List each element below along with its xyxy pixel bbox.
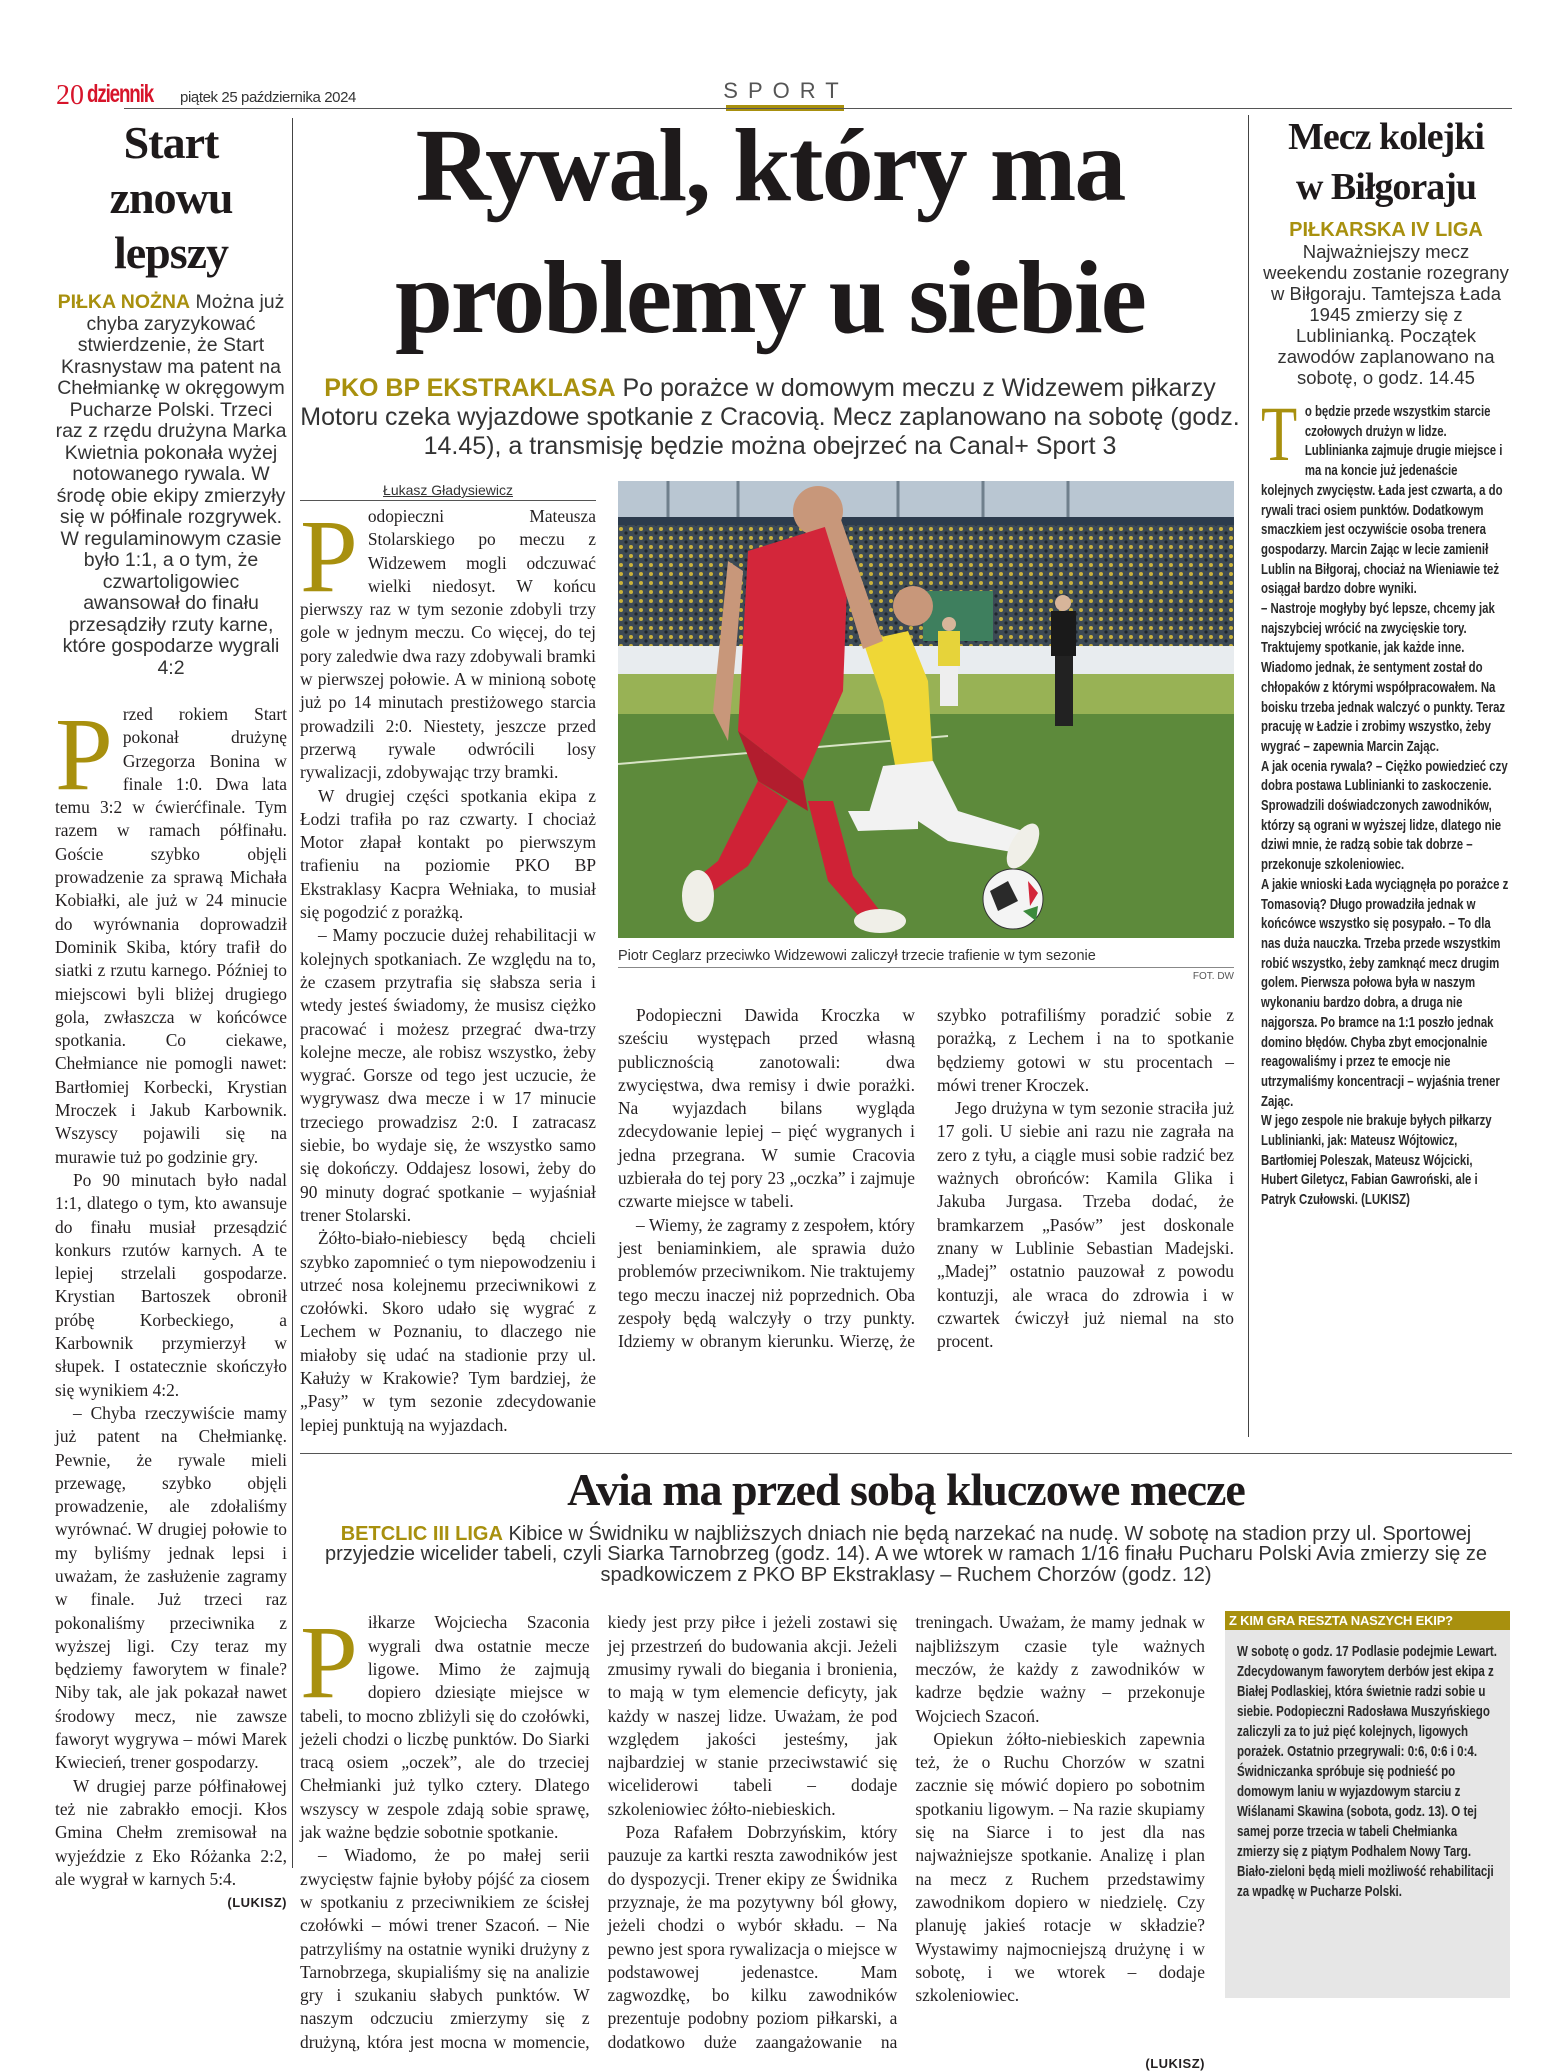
left-article-body xyxy=(55,697,287,1891)
paragraph: Podopieczni Mateusza Stolarskiego po meczu z Widzewem mogli odczuwać wielki niedosyt. W końcu pierwszy raz w tym sezonie zdobyli trzy gole w jednym meczu. Co więcej, do tej pory zaledwie dwa razy zdobywali bramki w pierwszej połowie. A w minioną sobotę już po 14 minutach prestiżowego starcia prowadzili 2:0. Niestety, jeszcze przed przerwą rywale odwrócili losy rywalizacji, zdobywając trzy bramki. xyxy=(300,499,597,783)
author-signature: (LUKISZ) xyxy=(1145,2056,1205,2071)
main-article-columns xyxy=(300,481,1240,1437)
author-signature: (LUKISZ) xyxy=(1361,1191,1410,1209)
sidebar-title: Z KIM GRA RESZTA NASZYCH EKIP? xyxy=(1225,1611,1510,1630)
upper-row xyxy=(300,100,1512,1437)
title-line: w Biłgoraju xyxy=(1295,166,1477,208)
match-photo xyxy=(618,481,1234,938)
title-line: lepszy xyxy=(113,227,229,278)
sidebar-text: W sobotę o godz. 17 Podlasie podejmie Lewart. Zdecydowanym faworytem derbów jest ekipa z Białej Podlaskiej, która świetnie radzi sobie u siebie. Podopieczni Radosława Muszyńskiego zaliczyli za to już pięć kolejnych, ligowych porażek. Ostatnio przegrywali: 0:6, 0:6 i 0:4. Świdniczanka spróbuje się podnieść po domowym laniu w wyjazdowym starciu z Wiślanami Skawina (sobota, godz. 13). O tej samej porze trzecia w tabeli Chełmianka zmierzy się z piątym Podhalem Nowy Targ. Biało-zieloni będą mieli możliwość rehabilitacji za wpadkę w Pucharze Polski. xyxy=(1237,1643,1497,1901)
category-kicker: PIŁKARSKA IV LIGA xyxy=(1289,219,1483,241)
paragraph: Przed rokiem Start pokonał drużynę Grzegorza Bonina w finale 1:0. Dwa lata temu 3:2 w ćwierćfinale. Tym razem w ramach półfinału. Goście szybko objęli prowadzenie za sprawą Michała Kobiałki, ale już w 24 minucie do wyrównania doprowadził Dominik Skiba, który trafił do siatki z rzutu karnego. Później to miejscowi byli bliżej drugiego gola, zwłaszcza w końcówce spotkania. Co ciekawe, Chełmiance nie pomogli nawet: Bartłomiej Korbecki, Krystian Mroczek i Jakub Karbownik. Wszyscy pojawili się na murawie tuż po godzinie gry. xyxy=(55,697,287,1167)
author-signature: (LUKISZ) xyxy=(227,1895,287,1911)
paragraph: Po 90 minutach było nadal 1:1, dlatego o tym, kto awansuje do finału musiał przesądzić konkurs rzutów karnych. A te lepiej strzelali gospodarze. Krystian Bartoszek obronił próbę Korbeckiego, a Karbownik przymierzył w słupek. I ostatecznie skończyło się wynikiem 4:2. xyxy=(55,1169,287,1400)
author-byline: Łukasz Gładysiewicz xyxy=(300,481,596,501)
right-article-lead xyxy=(1261,220,1511,388)
paragraph: W jego zespole nie brakuje byłych piłkarzy Lublinianki, jak: Mateusz Wójtowicz, Bartłomiej Poleszak, Mateusz Wójcicki, Hubert Giletycz, Fabian Gawroński, ale i Patryk Czułowski. xyxy=(1261,1112,1492,1209)
page-number: 20 xyxy=(56,80,84,111)
brand-logo: dziennik xyxy=(87,80,154,108)
lead-text: Można już chyba zaryzykować stwierdzenie, że Start Krasnystaw ma patent na Chełmiankę w okręgowym Pucharze Polski. Trzeci raz z rzędu drużyna Marka Kwietnia pokonała wyżej notowanego rywala. W środę obie ekipy zmierzyły się w półfinale rozgrywek. W regulaminowym czasie było 1:1, a o tym, że czwartoligowiec awansował do finału przesądziły rzuty karne, które gospodarze wygrali 4:2 xyxy=(55,291,287,679)
paragraph: W drugiej parze półfinałowej też nie zabrakło emocji. Kłos Gmina Chełm zremisował na wyjeździe z Eko Różanka 2:2, ale wygrał w karnych 5:4. xyxy=(55,1775,287,1889)
left-article xyxy=(55,115,287,1910)
bottom-article-row xyxy=(300,1605,1512,2071)
paragraph: A jak ocenia rywala? – Ciężko powiedzieć czy dobra postawa Lublinianki to zaskoczenie. Sprowadzili doświadczonych zawodników, którzy są ograni w wyższej lidze, dlatego nie dziwi mnie, że radzą sobie tak dobrze – przekonuje szkoleniowiec. xyxy=(1261,757,1508,874)
left-article-lead xyxy=(55,292,287,679)
main-article-col1 xyxy=(300,481,596,1437)
paragraph: – Mamy poczucie dużej rehabilitacji w kolejnych spotkaniach. Ze względu na to, że czasem przytrafia się słabsza seria i wtedy jesteś świadomy, że musisz ciężko pracować i możesz przegrać dwa-trzy kolejne mecze, ale robisz wszystko, żeby wygrać. Gorsze od tego jest uczucie, że wygrywasz dwa mecze i w 17 minucie trzeciego prowadzisz 2:0. I zatracasz siebie, bo wydaje się, że wszystko samo się dokończy. Oddajesz losowi, żeby do 90 minuty dograć spotkanie – wyjaśniał trener Stolarski. xyxy=(300,925,596,1225)
main-article-lead xyxy=(300,374,1240,461)
paragraph: Żółto-biało-niebiescy będą chcieli szybko zapomnieć o tym niepowodzeniu i utrzeć nosa kolejnemu przeciwnikowi z czołówki. Skoro udało się wygrać z Lechem w Poznaniu, to dlaczego nie miałoby się udać na stadionie przy ul. Kałuży w Krakowie? Tym bardziej, że „Pasy” w tym sezonie zdecydowanie lepiej punktują na wyjazdach. xyxy=(300,1228,596,1435)
paragraph: Podopieczni Dawida Kroczka w sześciu występach przed własną publicznością zanotowali: dwa zwycięstwa, dwa remisy i dwie porażki. Na wyjazdach bilans wygląda zdecydowanie lepiej – pięć wygranych i jedna przegrana. W sumie Cracovia uzbierała do tej pory 23 „oczka” i zajmuje czwarte miejsce w tabeli. xyxy=(618,1005,915,1212)
right-article-body xyxy=(1261,390,1511,1210)
paragraph: – Wiemy, że zagramy z zespołem, który jest beniaminkiem, ale sprawia dużo problemów przeciwnikom. Nie traktujemy tego meczu inaczej niż poprzednich. Oba zespoły będą walczyły o trzy punkty. Idziemy w obranym kierunku. Wierzę, że szybko potrafiliśmy poradzić sobie z porażką, z Lechem i na to spotkanie będziemy gotowi w stu procentach – mówi trener Kroczek. xyxy=(618,1005,1234,1352)
main-flow xyxy=(300,100,1512,2071)
column-divider xyxy=(1248,115,1249,1437)
paragraph: – Nastroje mogłyby być lepsze, chcemy jak najszybciej wrócić na zwycięskie tory. Traktujemy spotkanie, jak każde inne. Wiadomo jednak, że sentyment został do chłopaków z którymi współpracowałem. Na boisku trzeba jednak walczyć o punkty. Teraz pracuję w Ładzie i zrobimy wszystko, żeby wygrać – zapewnia Marcin Zając. xyxy=(1261,600,1506,755)
left-article-title xyxy=(55,115,287,280)
paragraph: Opiekun żółto-niebieskich zapewnia też, że o Ruchu Chorzów w szatni zacznie się mówić dopiero po sobotnim spotkaniu ligowym. – Na razie skupiamy się na Siarce i to jest dla nas najważniejsze spotkanie. Analizę i plan na mecz z Ruchem przedstawimy zawodnikom dopiero w niedzielę. Czy planuję jakieś rotacje w składzie? Wystawimy najmocniejszą drużynę i w sobotę, i we wtorek – dodaje szkoleniowiec. xyxy=(915,1728,1205,2006)
main-article-media xyxy=(618,481,1234,1353)
lead-text: Najważniejszy mecz weekendu zostanie rozegrany w Biłgoraju. Tamtejsza Łada 1945 zmierzy się z Lublinianką. Początek zawodów zaplanowano na sobotę, o godz. 14.45 xyxy=(1263,241,1509,388)
section-rule xyxy=(300,1453,1512,1454)
bottom-article-title: Avia ma przed sobą kluczowe mecze xyxy=(567,1463,1245,1515)
sidebar-box xyxy=(1225,1611,1510,1998)
bottom-article-lead xyxy=(310,1524,1502,1586)
paragraph: A jakie wnioski Łada wyciągnęła po porażce z Tomasovią? Długo prowadziła jednak w końcówce wszystko się posypało. – To dla nas duża nauczka. Trzeba przede wszystkim robić wszystko, żeby zamknąć mecz drugim golem. Pierwsza połowa była w naszym wykonaniu bardzo dobra, a druga nie najgorsza. Po bramce na 1:1 poszło jednak domino błędów. Chyba zbyt emocjonalnie reagowaliśmy i przez te emocje nie utrzymaliśmy koncentracji – wyjaśnia trener Zając. xyxy=(1261,875,1509,1110)
photo-caption: Piotr Ceglarz przeciwko Widzewowi zaliczył trzecie trafienie w tym sezonie xyxy=(618,948,1234,968)
category-kicker: BETCLIC III LIGA xyxy=(340,1522,503,1545)
title-line: Rywal, który ma xyxy=(415,108,1125,223)
category-kicker: PIŁKA NOŻNA xyxy=(57,291,191,313)
football-tackle-image xyxy=(618,481,1234,938)
lead-text: Kibice w Świdniku w najbliższych dniach nie będą narzekać na nudę. W sobotę na stadion przy ul. Sportowej przyjedzie wicelider tabeli, czyli Siarka Tarnobrzeg (godz. 14). A we wtorek w ramach 1/16 finału Pucharu Polski Avia zmierzy się ze spadkowiczem z PKO BP Ekstraklasy – Ruchem Chorzów (godz. 12) xyxy=(324,1522,1487,1586)
paragraph: To będzie przede wszystkim starcie czołowych drużyn w lidze. Lublinianka zajmuje drugie miejsce i ma na koncie już jedenaście kolejnych zwycięstw. Łada jest czwarta, a do rywali traci osiem punktów. Dodatkowym smaczkiem jest oczywiście osoba trenera gospodarzy. Marcin Zając w lecie zamienił Lublin na Biłgoraj, chociaż na Wieniawie też osiągał bardzo dobre wyniki. xyxy=(1261,390,1503,598)
paragraph: Poza Rafałem Dobrzyńskim, który pauzuje za kartki reszta zawodników jest do dyspozycji. Trener ekipy ze Świdnika przyznaje, że ma pozytywny ból głowy, jeżeli chodzi o wybór składu. – Na pewno jest spora rywalizacja o miejsce w podstawowej jedenastce. Mam zagwozdkę, bo kilku zawodników prezentuje podobny poziom piłkarski, a dodatkowo duże zaangażowanie na treningach. Uważam, że mamy jednak w najbliższym czasie tyle ważnych meczów, że każdy z zawodników w kadrze będzie ważny – przekonuje Wojciech Szacoń. xyxy=(607,1612,1205,2052)
title-line: znowu xyxy=(109,172,233,223)
category-kicker: PKO BP EKSTRAKLASA xyxy=(324,374,616,402)
section-label: SPORT xyxy=(723,78,849,103)
right-article xyxy=(1261,112,1511,1437)
right-article-title xyxy=(1261,112,1511,212)
lead-text: Po porażce w domowym meczu z Widzewem piłkarzy Motoru czeka wyjazdowe spotkanie z Cracovią. Mecz zaplanowano na sobotę (godz. 14.45), a transmisję będzie można obejrzeć na Canal+ Sport 3 xyxy=(300,374,1240,460)
paragraph: Jego drużyna w tym sezonie straciła już 17 goli. U siebie ani razu nie zagrała na zero z tyłu, a ciągle musi sobie radzić bez ważnych obrońców: Kamila Glika i Jakuba Jurgasa. Trzeba dodać, że bramkarzem „Pasów” jest doskonale znany w Lublinie Sebastian Madejski. „Madej” ostatnio pauzował z powodu kontuzji, ale wraca do zdrowia i w czwartek ćwiczył już niemal na sto procent. xyxy=(937,1098,1234,1352)
bottom-article-body xyxy=(300,1605,1205,2054)
photo-credit: FOT. DW xyxy=(1192,971,1234,982)
paragraph: – Chyba rzeczywiście mamy już patent na Chełmiankę. Pewnie, że rywale mieli przewagę, szybko objęli prowadzenie, ale zdołaliśmy wyrównać. W drugiej połowie to my byliśmy jednak lepsi i uważam, że zasłużenie zagramy w finale. Już trzeci raz pokonaliśmy przeciwnika z wyższej ligi. Czy teraz my będziemy faworytem w finale? Niby tak, ale jak pokazał nawet środowy mecz, nie zawsze faworyt wygrywa – mówi Marek Kwiecień, trener gospodarzy. xyxy=(55,1402,287,1773)
paragraph: – Wiadomo, że po małej serii zwycięstw fajnie byłoby pójść za ciosem w spotkaniu z przeciwnikiem ze ścisłej czołówki – mówi trener Szacoń. – Nie patrzyliśmy na ostatnie wyniki drużyny z Tarnobrzega, skupialiśmy się na analizie gry i szukaniu słabych punktów. W naszym odczuciu zmierzymy się z drużyną, która jest mocna w momencie, kiedy jest przy piłce i jeżeli zostawi się jej przestrzeń do budowania akcji. Jeżeli zmusimy rywali do biegania i bronienia, to mają w tym elemencie deficyty, jak każdy w naszej lidze. Uważam, że pod względem jakości jesteśmy, jak najbardziej w stanie przeciwstawić się wiceliderowi tabeli – dodaje szkoleniowiec żółto-niebieskich. xyxy=(300,1612,898,2052)
main-article xyxy=(300,100,1240,1437)
main-article-body-col1 xyxy=(300,499,597,1437)
title-line: Mecz kolejki xyxy=(1288,116,1484,158)
main-article-body-cols23 xyxy=(618,1004,1234,1353)
column-divider xyxy=(292,118,293,1868)
paragraph: W drugiej części spotkania ekipa z Łodzi trafiła po raz czwarty. I chociaż Motor złapał kontakt po pierwszym trafieniu na poziomie PKO BP Ekstraklasy Kacpra Wełniaka, to musiał się pogodzić z porażką. xyxy=(300,785,596,923)
title-line: problemy u siebie xyxy=(395,240,1145,355)
paragraph: Piłkarze Wojciecha Szaconia wygrali dwa ostatnie mecze ligowe. Mimo że zajmują dopiero dziesiąte miejsce w tabeli, to mocno zbliżyli się do czołówki, jeżeli chodzi o liczbę punktów. Do Siarki tracą osiem „oczek”, ale do trzeciej Chełmianki już tylko cztery. Dlatego wszyscy w zespole zdają sobie sprawę, jak ważne będzie sobotnie spotkanie. xyxy=(300,1605,590,1843)
title-line: Start xyxy=(123,117,219,168)
main-article-title xyxy=(300,100,1240,364)
issue-date: piątek 25 października 2024 xyxy=(180,89,356,106)
